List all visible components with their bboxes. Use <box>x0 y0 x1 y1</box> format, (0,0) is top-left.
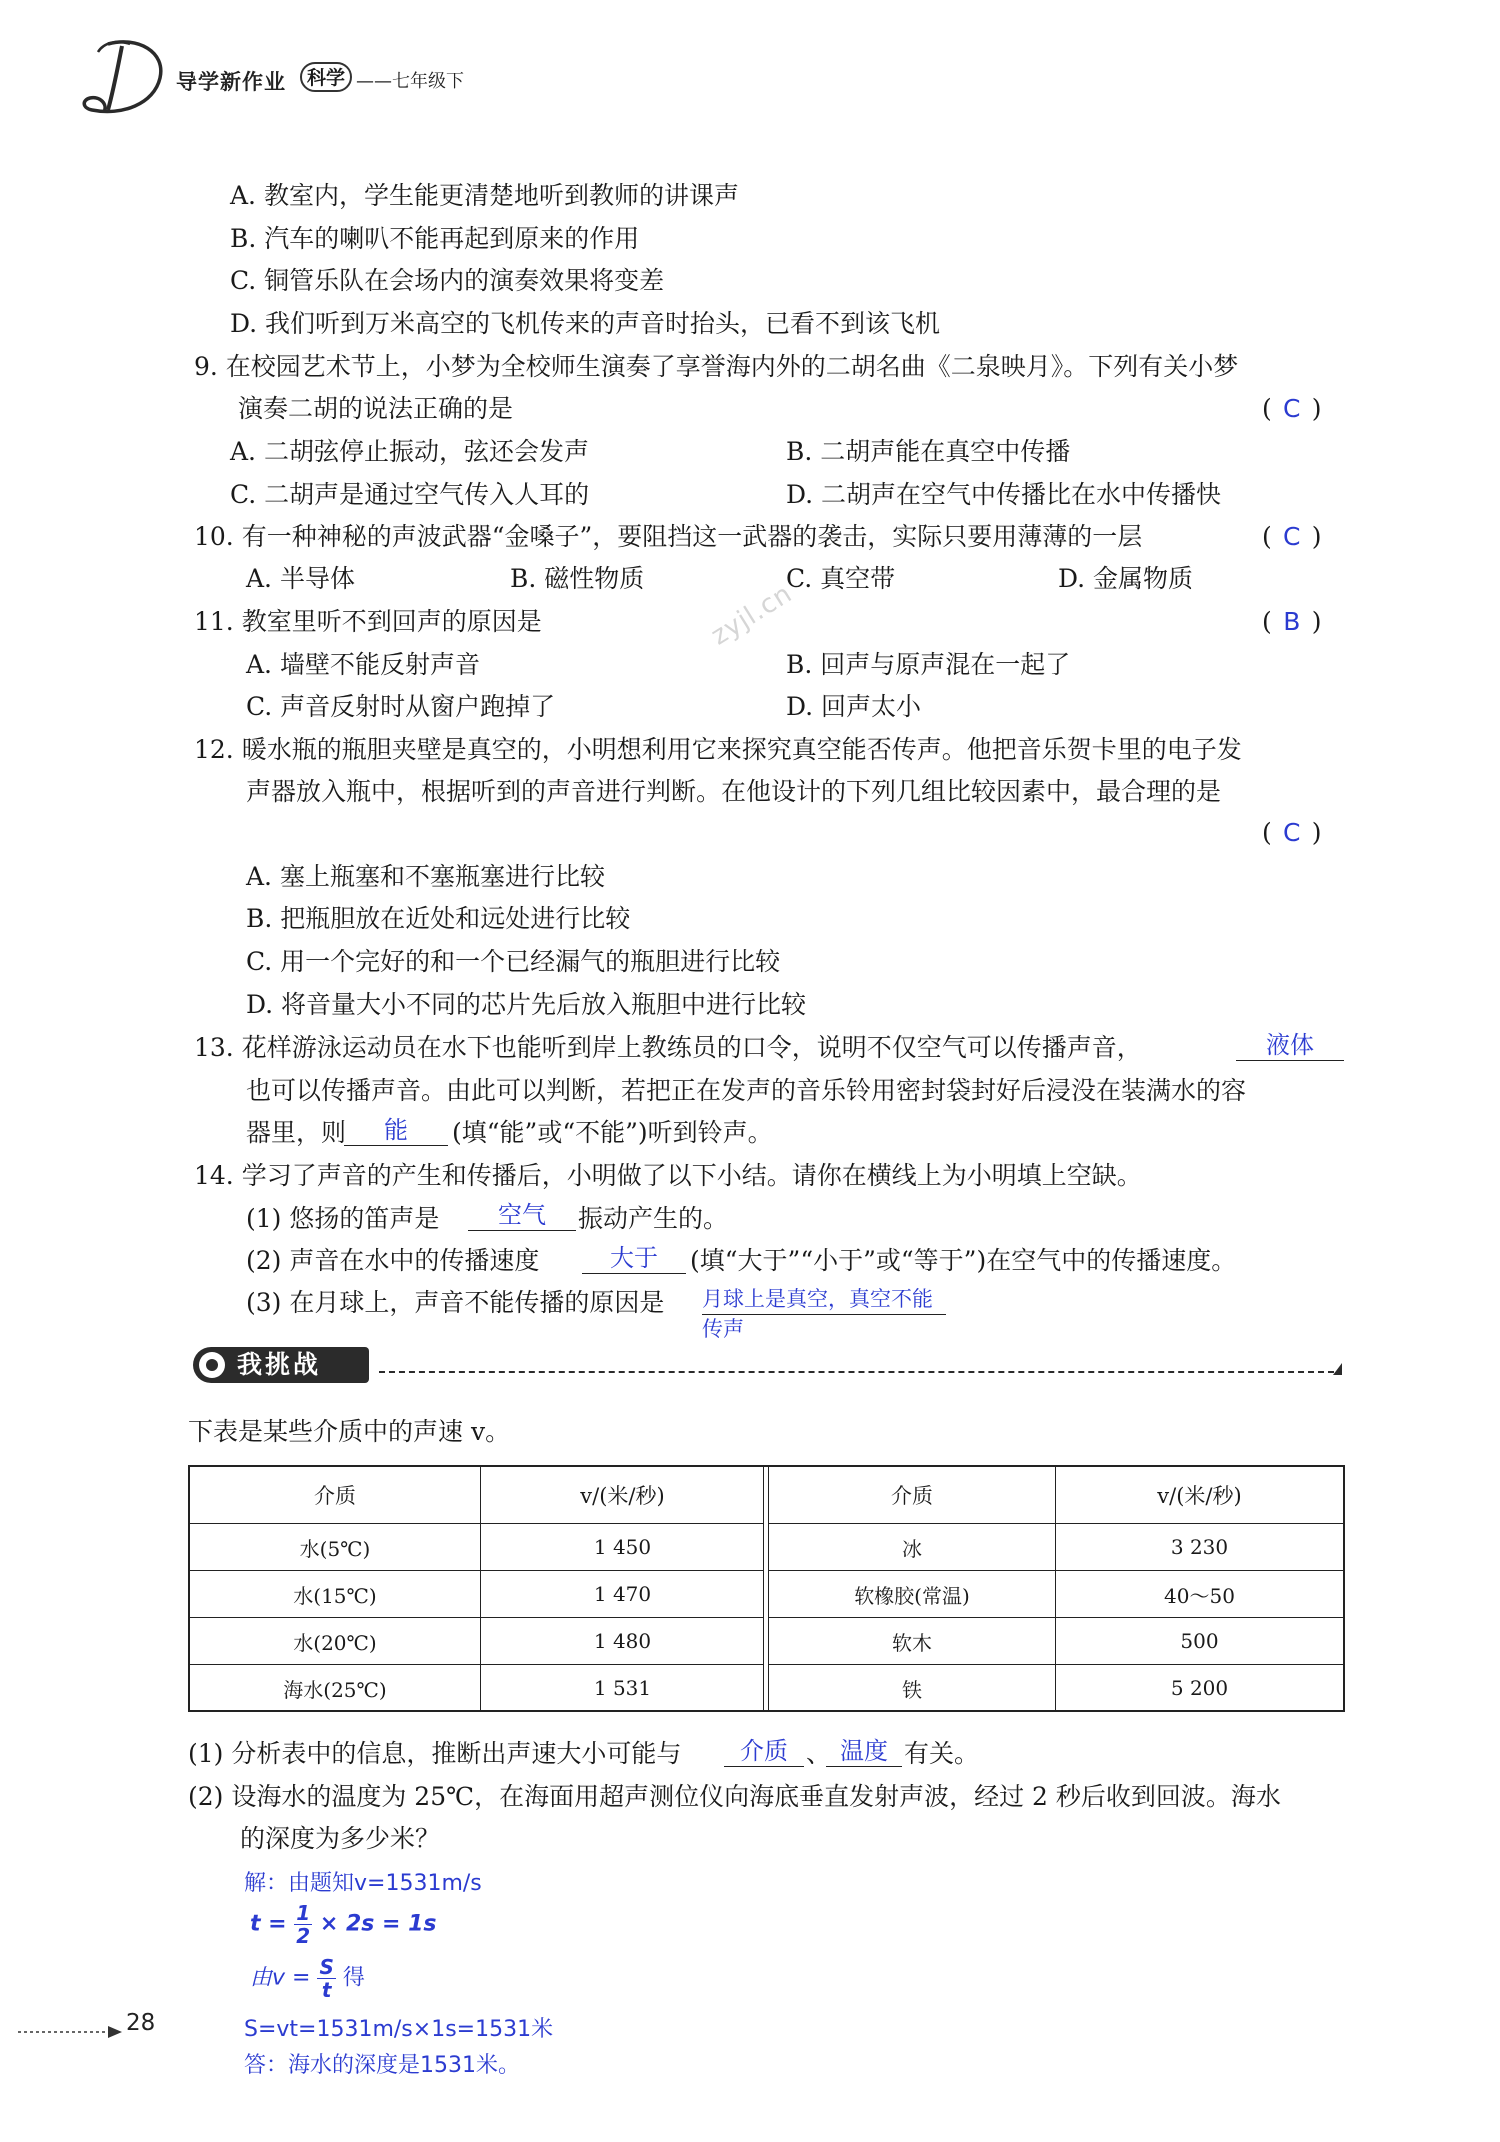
q12-stem-line1: 12. 暖水瓶的瓶胆夹壁是真空的，小明想利用它来探究真空能否传声。他把音乐贺卡里的电子发 <box>194 735 1242 764</box>
fraction-numerator: 1 <box>296 1901 311 1925</box>
q8-option-a: A. 教室内，学生能更清楚地听到教师的讲课声 <box>230 181 739 210</box>
table-row <box>769 1618 1343 1665</box>
q9-option-d: D. 二胡声在空气中传播比在水中传播快 <box>786 480 1222 509</box>
table-cell: 5 200 <box>1056 1665 1344 1712</box>
q8-option-d: D. 我们听到万米高空的飞机传来的声音时抬头，已看不到该飞机 <box>230 309 941 338</box>
solution-fraction-half <box>294 1902 312 1947</box>
q9-answer-paren: ( C ) <box>1262 392 1322 426</box>
fraction-numerator: S <box>319 1955 334 1979</box>
table-header-medium: 介质 <box>891 1484 933 1508</box>
q11-option-c: C. 声音反射时从窗户跑掉了 <box>246 692 556 721</box>
table-header-medium: 介质 <box>314 1484 356 1508</box>
table-row <box>190 1665 764 1712</box>
solution-line5: 答：海水的深度是1531米。 <box>244 2053 520 2078</box>
fraction-denominator: t <box>321 1978 332 2002</box>
header-grade: ——七年级下 <box>356 71 464 92</box>
q13-blank2 <box>344 1115 448 1146</box>
solution-line2-post: × 2s = 1s <box>319 1911 437 1937</box>
q13-line2: 也可以传播声音。由此可以判断，若把正在发声的音乐铃用密封袋封好后浸没在装满水的容 <box>246 1076 1247 1105</box>
solution-fraction-s-over-t <box>317 1956 335 2001</box>
challenge-p1-post: 有关。 <box>904 1739 980 1768</box>
q12-option-a: A. 塞上瓶塞和不塞瓶塞进行比较 <box>246 862 605 891</box>
solution-line2-pre: t = <box>250 1911 287 1937</box>
table-header-speed: v/(米/秒) <box>481 1467 765 1524</box>
watermark: zyjl.cn <box>706 578 798 652</box>
table-cell: 水(5℃) <box>190 1524 481 1571</box>
q10-stem: 10. 有一种神秘的声波武器“金嗓子”，要阻挡这一武器的袭击，实际只要用薄薄的一层 <box>194 522 1143 551</box>
q14-p2-post: (填“大于”“小于”或“等于”)在空气中的传播速度。 <box>690 1246 1237 1275</box>
table-cell: 500 <box>1056 1618 1344 1665</box>
solution-line4: S=vt=1531m/s×1s=1531米 <box>244 2017 554 2042</box>
challenge-p1-sep: 、 <box>806 1739 832 1768</box>
table-cell: 水(15℃) <box>190 1571 481 1618</box>
q14-p2-blank <box>582 1243 686 1274</box>
q12-option-c: C. 用一个完好的和一个已经漏气的瓶胆进行比较 <box>246 947 781 976</box>
q9-option-b: B. 二胡声能在真空中传播 <box>786 437 1071 466</box>
table-header-row <box>769 1467 1343 1524</box>
q13-blank1-answer: 液体 <box>1266 1031 1314 1059</box>
q14-p3-answer: 月球上是真空，真空不能传声 <box>702 1287 933 1341</box>
table-row <box>190 1618 764 1665</box>
q10-option-b: B. 磁性物质 <box>510 564 645 593</box>
q11-option-a: A. 墙壁不能反射声音 <box>246 650 480 679</box>
header-subject-badge: 科学 <box>300 62 352 92</box>
q13-line1: 13. 花样游泳运动员在水下也能听到岸上教练员的口令，说明不仅空气可以传播声音， <box>194 1033 1142 1062</box>
q12-option-b: B. 把瓶胆放在近处和远处进行比较 <box>246 904 631 933</box>
header-title: 导学新作业 <box>176 70 286 94</box>
solution-line1: 解：由题知v=1531m/s <box>244 1871 482 1896</box>
q10-answer-paren: ( C ) <box>1262 520 1322 554</box>
banner-dashed-line <box>379 1371 1334 1373</box>
q14-p1-answer: 空气 <box>498 1201 546 1229</box>
table-cell: 铁 <box>769 1665 1056 1712</box>
q13-blank2-answer: 能 <box>384 1116 408 1144</box>
q11-answer-paren: ( B ) <box>1262 605 1322 639</box>
solution-line3-pre: 由v = <box>250 1965 311 1991</box>
challenge-p1-pre: (1) 分析表中的信息，推断出声速大小可能与 <box>188 1739 682 1768</box>
challenge-intro: 下表是某些介质中的声速 v。 <box>188 1417 511 1446</box>
table-row <box>190 1571 764 1618</box>
table-row <box>190 1524 764 1571</box>
solution-line3 <box>250 1956 365 2001</box>
q10-answer: C <box>1283 522 1301 551</box>
table-row <box>769 1665 1343 1712</box>
table-cell: 40～50 <box>1056 1571 1344 1618</box>
q14-p1-post: 振动产生的。 <box>578 1204 729 1233</box>
challenge-p1-answer2: 温度 <box>840 1737 888 1765</box>
challenge-p1-answer1: 介质 <box>740 1737 788 1765</box>
table-cell: 1 531 <box>481 1665 765 1712</box>
table-cell: 3 230 <box>1056 1524 1344 1571</box>
page-number: 28 <box>126 2010 156 2036</box>
q9-stem-line1: 9. 在校园艺术节上，小梦为全校师生演奏了享誉海内外的二胡名曲《二泉映月》。下列有关小梦 <box>194 352 1239 381</box>
q11-answer: B <box>1283 607 1301 636</box>
sound-speed-table <box>188 1465 1345 1712</box>
q14-p3-blank <box>702 1284 946 1341</box>
fraction-denominator: 2 <box>296 1924 311 1948</box>
table-row <box>769 1571 1343 1618</box>
flower-icon <box>199 1352 225 1378</box>
q14-p2-pre: (2) 声音在水中的传播速度 <box>246 1246 540 1275</box>
q13-blank1 <box>1236 1030 1344 1061</box>
table-cell: 水(20℃) <box>190 1618 481 1665</box>
q13-line3-post: (填“能”或“不能”)听到铃声。 <box>452 1118 773 1147</box>
q8-option-c: C. 铜管乐队在会场内的演奏效果将变差 <box>230 266 665 295</box>
table-cell: 1 480 <box>481 1618 765 1665</box>
table-header-row <box>190 1467 764 1524</box>
banner-corner-triangle-icon <box>1333 1363 1342 1375</box>
challenge-p2-line1: (2) 设海水的温度为 25℃，在海面用超声测位仪向海底垂直发射声波，经过 2 秒后收到回波。海水 <box>188 1782 1281 1811</box>
q12-answer-paren: ( C ) <box>1262 816 1322 850</box>
q8-option-b: B. 汽车的喇叭不能再起到原来的作用 <box>230 224 640 253</box>
challenge-badge <box>193 1347 369 1383</box>
solution-line2 <box>250 1902 437 1947</box>
brand-logo-icon <box>78 30 170 122</box>
q12-answer: C <box>1283 818 1301 847</box>
table-cell: 海水(25℃) <box>190 1665 481 1712</box>
table-left-half <box>190 1467 764 1710</box>
challenge-title: 我挑战 <box>237 1350 322 1379</box>
q12-stem-line2: 声器放入瓶中，根据听到的声音进行判断。在他设计的下列几组比较因素中，最合理的是 <box>246 777 1222 806</box>
q9-option-a: A. 二胡弦停止振动，弦还会发声 <box>230 437 589 466</box>
q13-line3-pre: 器里，则 <box>246 1118 347 1147</box>
q10-option-c: C. 真空带 <box>786 564 896 593</box>
q9-option-c: C. 二胡声是通过空气传入人耳的 <box>230 480 590 509</box>
table-cell: 软木 <box>769 1618 1056 1665</box>
table-cell: 冰 <box>769 1524 1056 1571</box>
q14-stem: 14. 学习了声音的产生和传播后，小明做了以下小结。请你在横线上为小明填上空缺。 <box>194 1161 1142 1190</box>
solution-line3-post: 得 <box>342 1965 365 1991</box>
q14-p1-pre: (1) 悠扬的笛声是 <box>246 1204 440 1233</box>
table-header-speed: v/(米/秒) <box>1056 1467 1344 1524</box>
challenge-p2-line2: 的深度为多少米？ <box>240 1824 441 1853</box>
q10-option-a: A. 半导体 <box>246 564 355 593</box>
q14-p1-blank <box>468 1200 576 1231</box>
q14-p2-answer: 大于 <box>610 1244 658 1272</box>
q9-answer: C <box>1283 394 1301 423</box>
q14-p3-pre: (3) 在月球上，声音不能传播的原因是 <box>246 1288 665 1317</box>
challenge-banner <box>193 1347 1343 1383</box>
q9-stem-line2: 演奏二胡的说法正确的是 <box>238 394 514 423</box>
challenge-p1-blank1 <box>724 1736 804 1767</box>
q12-option-d: D. 将音量大小不同的芯片先后放入瓶胆中进行比较 <box>246 990 807 1019</box>
table-cell: 1 450 <box>481 1524 765 1571</box>
table-row <box>769 1524 1343 1571</box>
challenge-p1-blank2 <box>826 1736 902 1767</box>
table-right-half <box>769 1467 1343 1710</box>
q10-option-d: D. 金属物质 <box>1058 564 1194 593</box>
table-cell: 1 470 <box>481 1571 765 1618</box>
page-arrow-icon <box>18 2026 122 2038</box>
q11-option-b: B. 回声与原声混在一起了 <box>786 650 1071 679</box>
q11-option-d: D. 回声太小 <box>786 692 922 721</box>
q11-stem: 11. 教室里听不到回声的原因是 <box>194 607 542 636</box>
table-cell: 软橡胶(常温) <box>769 1571 1056 1618</box>
